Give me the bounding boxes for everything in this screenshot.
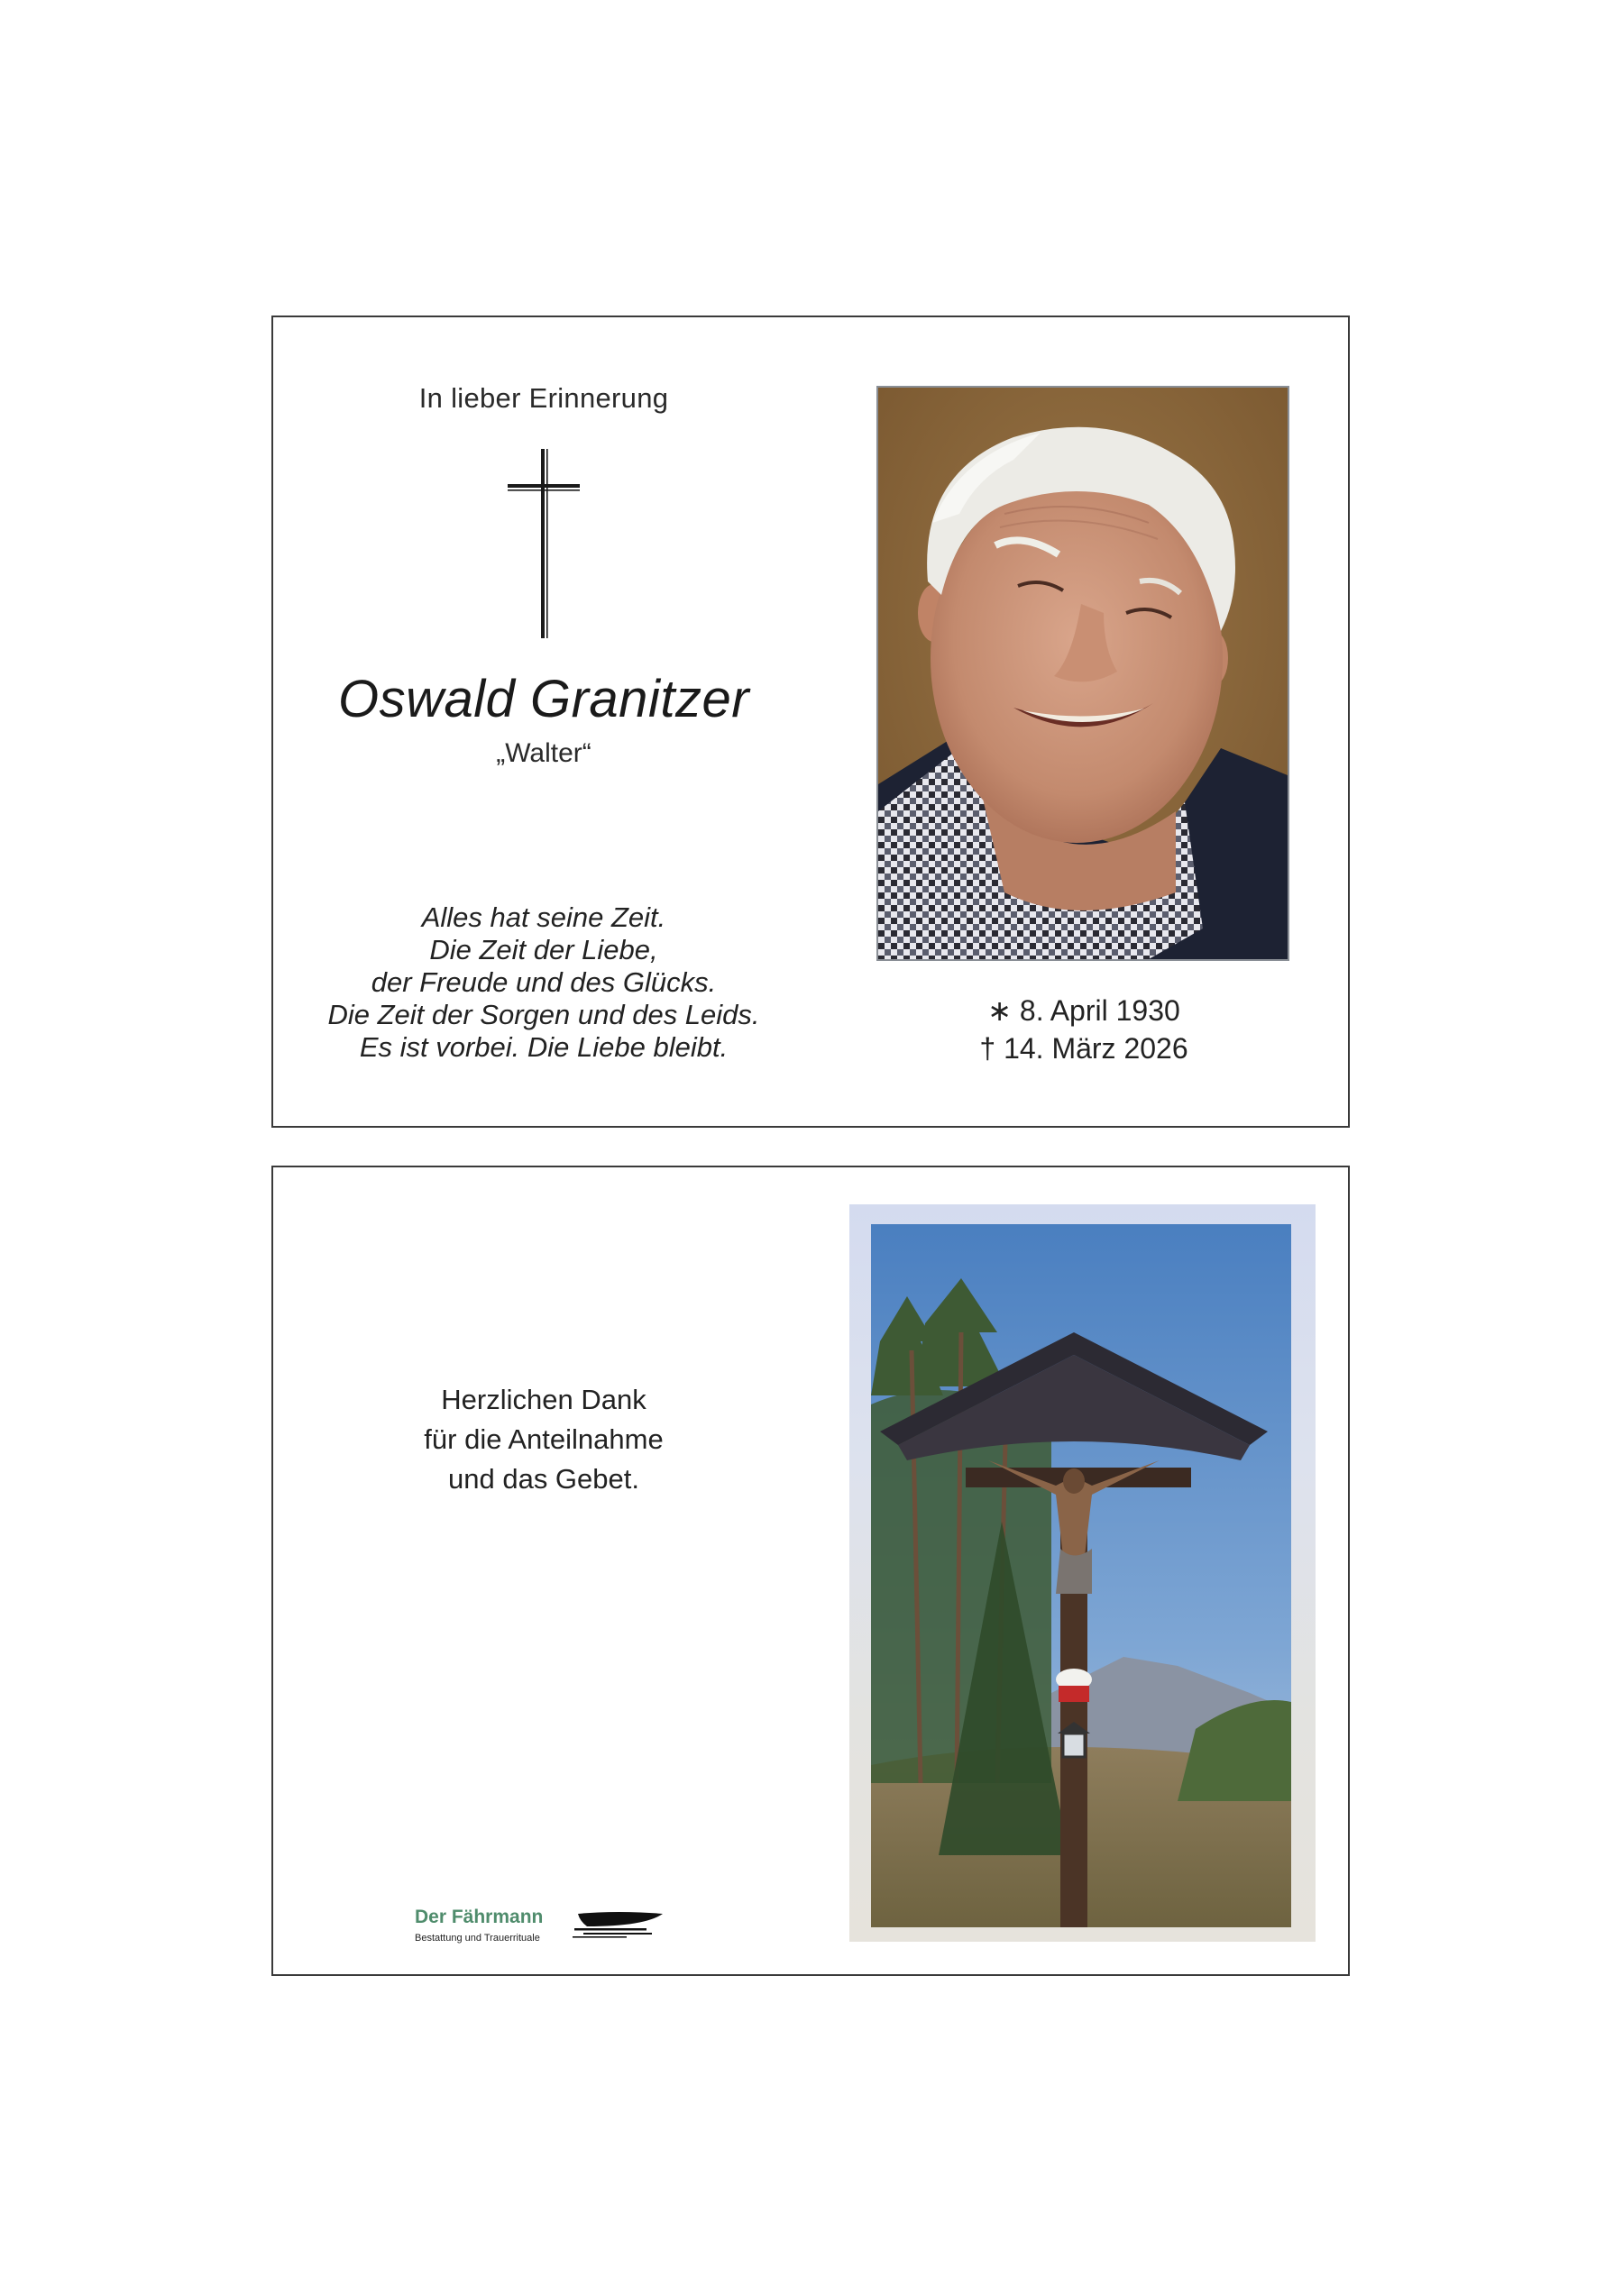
deceased-nickname: „Walter“: [496, 738, 591, 768]
memorial-card-back: [271, 1166, 1350, 1976]
thanks-line: Herzlichen Dank: [441, 1384, 646, 1415]
boat-icon: [573, 1908, 668, 1941]
thank-you-message: [273, 1380, 814, 1499]
card-heading: In lieber Erinnerung: [418, 382, 669, 414]
deceased-name: Oswald Granitzer: [337, 670, 750, 728]
birth-date: ∗ 8. April 1930: [987, 994, 1180, 1027]
cross-icon: [508, 449, 580, 638]
logo-tagline: Bestattung und Trauerrituale: [415, 1933, 540, 1944]
memorial-card-front: [271, 316, 1350, 1128]
life-dates: [814, 992, 1353, 1067]
poem-line: Die Zeit der Sorgen und des Leids.: [327, 999, 760, 1030]
poem-line: Alles hat seine Zeit.: [421, 901, 666, 933]
poem-line: Es ist vorbei. Die Liebe bleibt.: [359, 1031, 729, 1063]
wayside-cross-photo-frame: [849, 1204, 1316, 1942]
thanks-line: und das Gebet.: [448, 1463, 639, 1495]
portrait-image: [878, 388, 1288, 959]
death-date: † 14. März 2026: [979, 1032, 1188, 1065]
thanks-line: für die Anteilnahme: [424, 1423, 664, 1455]
poem-line: Die Zeit der Liebe,: [429, 934, 658, 965]
wayside-cross-image: [871, 1224, 1291, 1927]
wayside-cross-photo: [871, 1224, 1291, 1927]
portrait-photo: [876, 386, 1289, 961]
logo-name: Der Fährmann: [415, 1907, 544, 1927]
memorial-poem: [273, 901, 814, 1064]
funeral-home-logo: [415, 1907, 685, 1961]
poem-line: der Freude und des Glücks.: [371, 966, 717, 998]
